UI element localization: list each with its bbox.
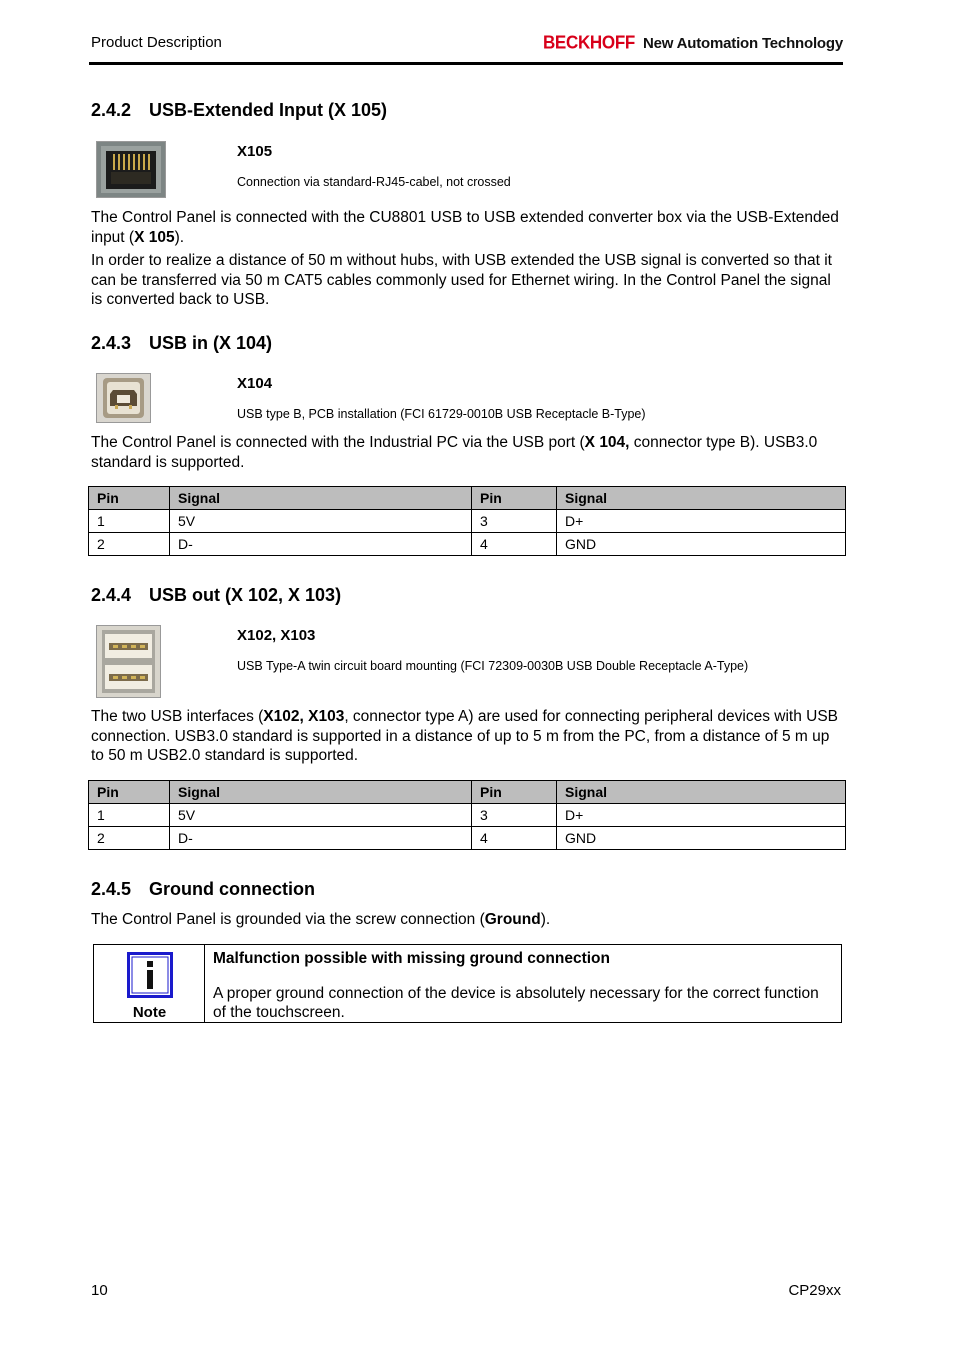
info-note-icon [127, 952, 173, 998]
note-icon-cell [94, 945, 205, 1022]
footer-product: CP29xx [788, 1282, 841, 1299]
table-header-cell: Signal [557, 487, 846, 510]
table-cell: GND [557, 533, 846, 556]
section-number: 2.4.4 [91, 585, 132, 605]
table-header-cell: Pin [89, 781, 170, 804]
section-number: 2.4.5 [91, 879, 132, 899]
header-rule [89, 62, 843, 65]
table-cell: 4 [472, 827, 557, 850]
connector-id-x105: X105 [237, 143, 273, 160]
note-title: Malfunction possible with missing ground connection [213, 950, 610, 967]
table-cell: 5V [170, 804, 472, 827]
connector-description-x104: USB type B, PCB installation (FCI 61729-0010B USB Receptacle B-Type) [237, 407, 646, 421]
table-cell: 1 [89, 804, 170, 827]
table-cell: 1 [89, 510, 170, 533]
section-heading-ground [91, 879, 315, 900]
table-header-cell: Signal [170, 781, 472, 804]
pin-table-x104 [88, 486, 846, 556]
table-cell: D+ [557, 510, 846, 533]
paragraph-usb-in-1: The Control Panel is connected with the Industrial PC via the USB port (X 104, connector type B). USB3.0 standard is supported. [91, 434, 818, 471]
header-section-title: Product Description [91, 34, 222, 51]
table-header-cell: Pin [89, 487, 170, 510]
paragraph-usb-extended-2: In order to realize a distance of 50 m without hubs, with USB extended the USB signal is converted so that it can be transferred via 50 m CAT5 cables commonly used for Ethernet wiring. In the Control Panel the signal is converted back to USB. [91, 252, 832, 308]
pin-table-x102-x103 [88, 780, 846, 850]
note-text: A proper ground connection of the device is absolutely necessary for the correct function of the touchscreen. [213, 985, 819, 1021]
usb-a-twin-connector-image [96, 625, 161, 698]
connector-description-x102-x103: USB Type-A twin circuit board mounting (FCI 72309-0030B USB Double Receptacle A-Type) [237, 659, 749, 673]
table-cell: 3 [472, 804, 557, 827]
table-header-cell: Pin [472, 781, 557, 804]
note-content [205, 945, 841, 1022]
table-header-cell: Signal [170, 487, 472, 510]
brand-tagline: New Automation Technology [643, 35, 843, 52]
paragraph-usb-out-1: The two USB interfaces (X102, X103, connector type A) are used for connecting peripheral devices with USB connection. USB3.0 standard is supported in a distance of up to 5 m from the PC, from a distance of 5 m up to 50 m USB2.0 standard is supported. [91, 708, 838, 764]
table-row [89, 510, 846, 533]
table-header-row [89, 781, 846, 804]
section-title: USB out (X 102, X 103) [149, 585, 342, 605]
table-cell: D- [170, 533, 472, 556]
section-heading-usb-extended [91, 100, 387, 121]
section-heading-usb-out [91, 585, 341, 606]
note-label: Note [132, 1004, 167, 1021]
usb-b-connector-image [96, 373, 151, 423]
section-title: USB-Extended Input (X 105) [149, 100, 388, 120]
footer-page-number: 10 [91, 1282, 108, 1299]
table-cell: 2 [89, 827, 170, 850]
paragraph-usb-extended-1: The Control Panel is connected with the CU8801 USB to USB extended converter box via the USB-Extended input (X 105). [91, 209, 839, 246]
connector-id-x104: X104 [237, 375, 273, 392]
table-cell: D- [170, 827, 472, 850]
table-cell: 4 [472, 533, 557, 556]
section-number: 2.4.3 [91, 333, 132, 353]
brand-logo [543, 33, 843, 53]
paragraph-ground-1: The Control Panel is grounded via the screw connection (Ground). [91, 911, 551, 928]
section-title: Ground connection [149, 879, 315, 899]
table-header-row [89, 487, 846, 510]
table-cell: 3 [472, 510, 557, 533]
table-header-cell: Pin [472, 487, 557, 510]
section-title: USB in (X 104) [149, 333, 273, 353]
brand-name: BECKHOFF [542, 32, 635, 53]
connector-description-x105: Connection via standard-RJ45-cabel, not crossed [237, 175, 511, 189]
section-heading-usb-in [91, 333, 272, 354]
connector-id-x102-x103: X102, X103 [237, 627, 316, 644]
table-cell: D+ [557, 804, 846, 827]
table-row [89, 827, 846, 850]
section-number: 2.4.2 [91, 100, 132, 120]
rj45-connector-image [96, 141, 166, 198]
table-row [89, 533, 846, 556]
table-cell: 5V [170, 510, 472, 533]
table-cell: GND [557, 827, 846, 850]
note-box [93, 944, 842, 1023]
table-header-cell: Signal [557, 781, 846, 804]
table-cell: 2 [89, 533, 170, 556]
table-row [89, 804, 846, 827]
